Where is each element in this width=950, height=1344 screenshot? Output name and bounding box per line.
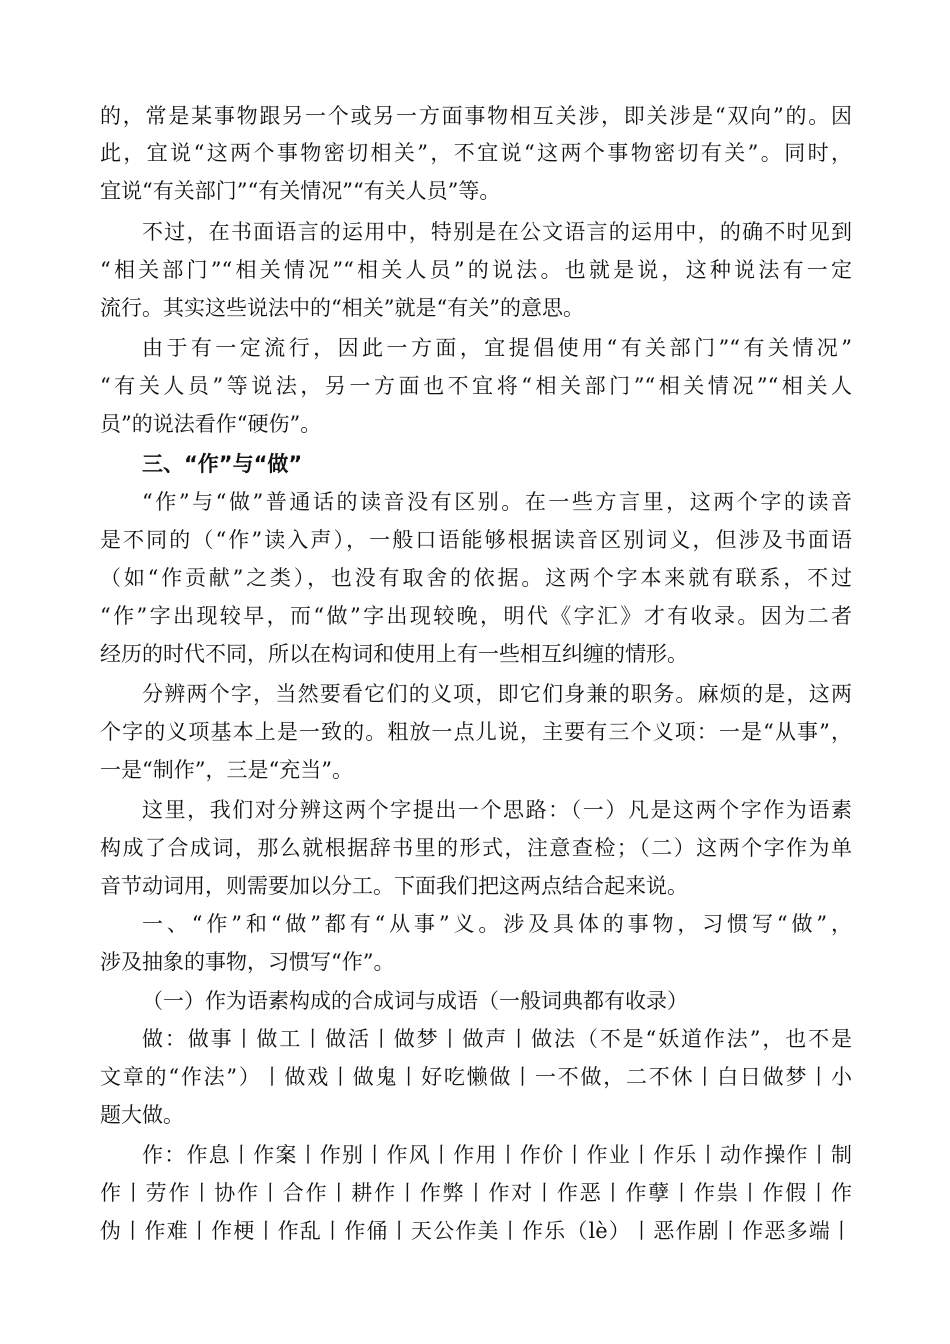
text-line: 题大做。 [100,1103,184,1127]
text-line: 伪丨作难丨作梗丨作乱丨作俑丨天公作美丨作乐（lè）丨恶作剧丨作恶多端丨 [100,1219,852,1243]
text-line: “相关部门”“相关情况”“相关人员”的说法。也就是说，这种说法有一定 [100,258,852,282]
section-heading: 三、“作”与“做” [142,452,303,476]
text-line: “作”与“做”普通话的读音没有区别。在一些方言里，这两个字的读音 [142,490,852,514]
text-line: “作”字出现较早，而“做”字出现较晚，明代《字汇》才有收录。因为二者 [100,604,852,628]
text-line: 文章的“作法”）丨做戏丨做鬼丨好吃懒做丨一不做，二不休丨白日做梦丨小 [100,1065,852,1089]
text-line: 员”的说法看作“硬伤”。 [100,412,322,436]
text-line: 这里，我们对分辨这两个字提出一个思路：（一）凡是这两个字作为语素 [142,798,852,822]
text-line: 构成了合成词，那么就根据辞书里的形式，注意查检；（二）这两个字作为单 [100,836,852,860]
text-line: 宜说“有关部门”“有关情况”“有关人员”等。 [100,179,501,203]
text-line: 个字的义项基本上是一致的。粗放一点儿说，主要有三个义项：一是“从事”， [100,720,852,744]
text-line: 分辨两个字，当然要看它们的义项，即它们身兼的职务。麻烦的是，这两 [142,682,852,706]
text-line: 做：做事丨做工丨做活丨做梦丨做声丨做法（不是“妖道作法”，也不是 [142,1027,852,1051]
text-line: 一是“制作”，三是“充当”。 [100,758,353,782]
text-line: 一、“作”和“做”都有“从事”义。涉及具体的事物，习惯写“做”， [142,912,852,936]
text-line: 音节动词用，则需要加以分工。下面我们把这两点结合起来说。 [100,874,688,898]
text-line: 由于有一定流行，因此一方面，宜提倡使用“有关部门”“有关情况” [142,336,852,360]
subsection-heading: （一）作为语素构成的合成词与成语（一般词典都有收录） [142,989,688,1013]
text-line: 经历的时代不同，所以在构词和使用上有一些相互纠缠的情形。 [100,642,688,666]
text-line: 作：作息丨作案丨作别丨作风丨作用丨作价丨作业丨作乐丨动作操作丨制 [142,1143,852,1167]
text-line: 不过，在书面语言的运用中，特别是在公文语言的运用中，的确不时见到 [142,220,852,244]
text-line: 作丨劳作丨协作丨合作丨耕作丨作弊丨作对丨作恶丨作孽丨作祟丨作假丨作 [100,1181,852,1205]
text-line: 此，宜说“这两个事物密切相关”，不宜说“这两个事物密切有关”。同时， [100,141,852,165]
text-line: “有关人员”等说法，另一方面也不宜将“相关部门”“相关情况”“相关人 [100,374,852,398]
text-line: 涉及抽象的事物，习惯写“作”。 [100,950,395,974]
text-line: 是不同的（“作”读入声），一般口语能够根据读音区别词义，但涉及书面语 [100,528,852,552]
text-line: 的，常是某事物跟另一个或另一方面事物相互关涉，即关涉是“双向”的。因 [100,104,852,128]
text-line: （如“作贡献”之类），也没有取舍的依据。这两个字本来就有联系，不过 [100,566,852,590]
text-line: 流行。其实这些说法中的“相关”就是“有关”的意思。 [100,296,584,320]
